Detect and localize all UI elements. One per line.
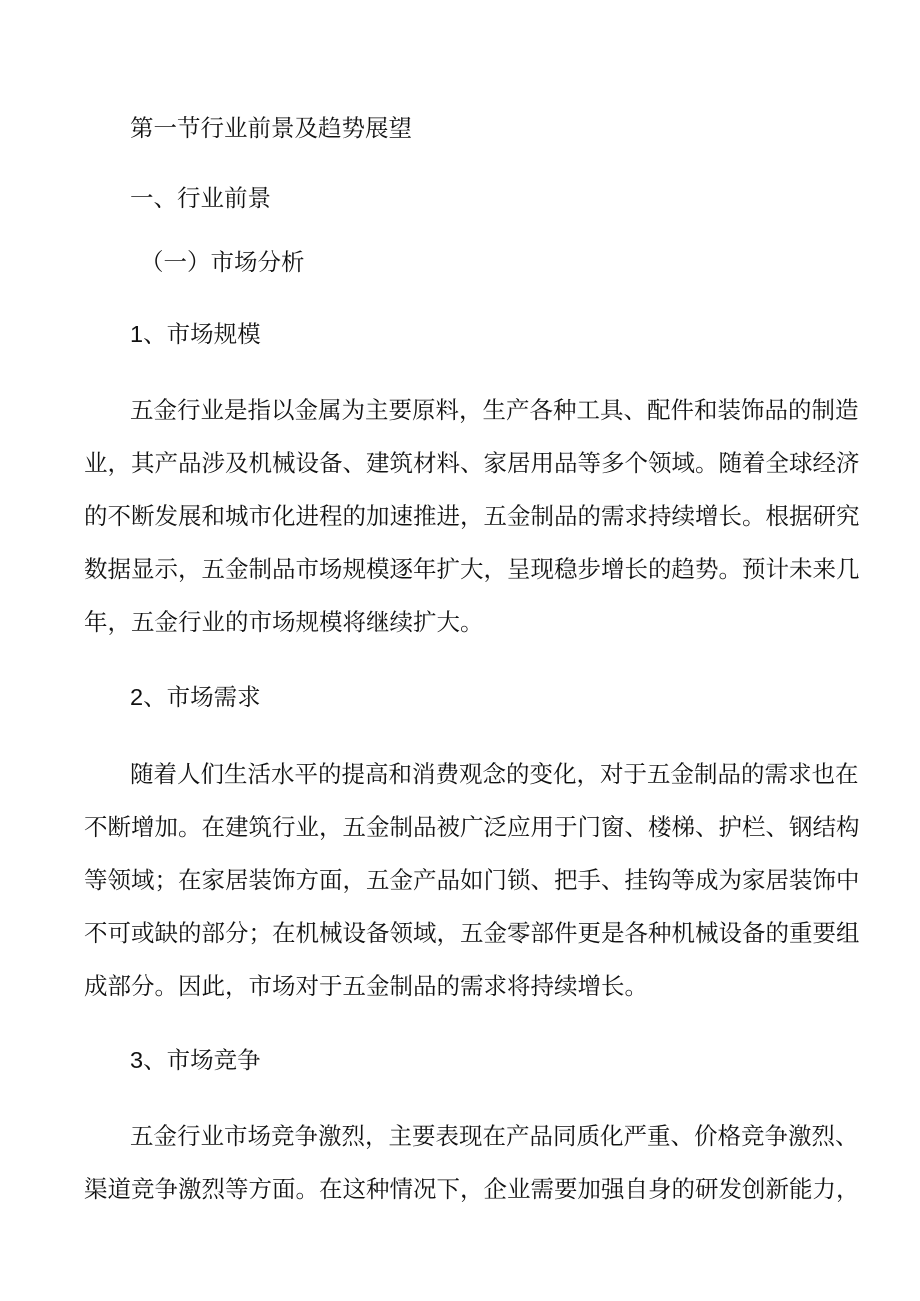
paragraph-1-line-4: 数据显示，五金制品市场规模逐年扩大，呈现稳步增长的趋势。预计未来几 (84, 555, 860, 583)
paragraph-1-line-1: 五金行业是指以金属为主要原料，生产各种工具、配件和装饰品的制造 (130, 396, 859, 424)
section-title: 第一节行业前景及趋势展望 (130, 114, 412, 142)
paragraph-2-line-3: 等领域；在家居装饰方面，五金产品如门锁、把手、挂钩等成为家居装饰中 (84, 866, 860, 894)
subheading-market-demand (130, 681, 261, 713)
paragraph-2-line-4: 不可或缺的部分；在机械设备领域，五金零部件更是各种机械设备的重要组 (84, 919, 860, 947)
paragraph-1-line-3: 的不断发展和城市化进程的加速推进，五金制品的需求持续增长。根据研究 (84, 502, 860, 530)
subheading-market-competition (130, 1044, 261, 1076)
paragraph-1-line-5: 年，五金行业的市场规模将继续扩大。 (84, 608, 484, 636)
subheading-text: 、市场需求 (143, 683, 261, 711)
heading-industry-prospects: 一、行业前景 (130, 184, 271, 212)
subheading-number: 2 (130, 684, 144, 710)
subheading-text: 、市场竞争 (143, 1046, 261, 1074)
paragraph-1-line-2: 业，其产品涉及机械设备、建筑材料、家居用品等多个领域。随着全球经济 (84, 449, 860, 477)
subheading-number: 1 (130, 321, 144, 347)
subheading-text: 、市场规模 (143, 320, 261, 348)
paragraph-2-line-1: 随着人们生活水平的提高和消费观念的变化，对于五金制品的需求也在 (130, 760, 859, 788)
subheading-number: 3 (130, 1047, 144, 1073)
heading-market-analysis: （一）市场分析 (140, 248, 305, 276)
paragraph-3-line-2: 渠道竞争激烈等方面。在这种情况下，企业需要加强自身的研发创新能力， (84, 1175, 860, 1203)
paragraph-3-line-1: 五金行业市场竞争激烈，主要表现在产品同质化严重、价格竞争激烈、 (130, 1122, 859, 1150)
paragraph-2-line-2: 不断增加。在建筑行业，五金制品被广泛应用于门窗、楼梯、护栏、钢结构 (84, 813, 860, 841)
subheading-market-size (130, 318, 261, 350)
paragraph-2-line-5: 成部分。因此，市场对于五金制品的需求将持续增长。 (84, 972, 648, 1000)
